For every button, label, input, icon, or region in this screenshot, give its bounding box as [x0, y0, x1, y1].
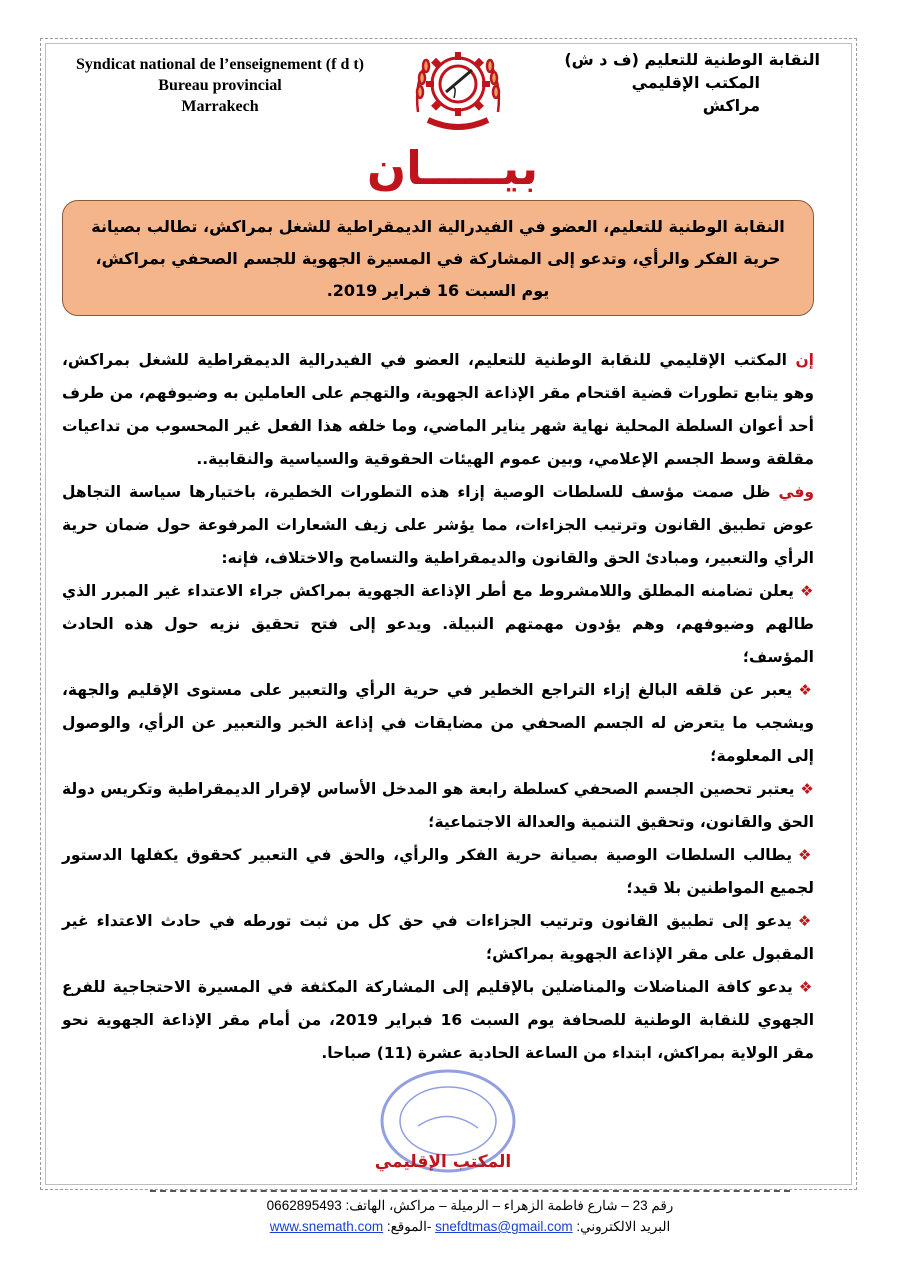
email-link[interactable]: snefdtmas@gmail.com: [435, 1219, 573, 1234]
list-item-text: يعتبر تحصين الجسم الصحفي كسلطة رابعة هو المدخل الأساس لإقرار الديمقراطية وتكريس دولة الحق والقانون، وتحقيق التنمية والعدالة الاجتماعية؛: [62, 780, 814, 831]
paragraph-2-text: ظل صمت مؤسف للسلطات الوصية إزاء هذه التطورات الخطيرة، باختيارها سياسة التجاهل عوض تطبيق القانون وترتيب الجزاءات، مما يؤشر على زيف الشعارات المرفوعة حول ضمان حرية الرأي والتعبير، ومبادئ الحق والقانون والديمقراطية والتسامح والاختلاف، فإنه:: [62, 483, 814, 567]
list-item: [62, 674, 814, 773]
website-link[interactable]: www.snemath.com: [269, 1219, 384, 1234]
header-ar-line-1: النقابة الوطنية للتعليم (ف د ش): [564, 50, 820, 69]
list-item-text: يدعو كافة المناضلات والمناضلين بالإقليم إلى المشاركة المكثفة في المسيرة الاحتجاجية للفرع الجهوي للنقابة الوطنية للصحافة يوم السبت 16 فبراير 2019، من أمام مقر الإذاعة الجهوية نحو مقر الولاية بمراكش، ابتداء من الساعة الحادية عشرة (11) صباحا.: [62, 978, 815, 1062]
bullet-diamond-icon: ❖: [798, 846, 814, 864]
summary-box: [62, 200, 814, 316]
list-item: [62, 773, 814, 839]
header-ar-line-3: مراكش: [702, 96, 760, 115]
bullet-diamond-icon: ❖: [798, 681, 814, 699]
list-item-text: يطالب السلطات الوصية بصيانة حرية الفكر والرأي، والحق في التعبير كحقوق يكفلها الدستور لجميع المواطنين بلا قيد؛: [62, 846, 814, 897]
union-logo-icon: [408, 42, 508, 134]
footer-address: رقم 23 – شارع فاطمة الزهراء – الرميلة – مراكش، الهاتف: 0662895493: [266, 1198, 674, 1213]
header-fr-line-3: Marrakech: [181, 98, 259, 115]
list-item-text: يعبر عن قلقه البالغ إزاء التراجع الخطير في حرية الرأي والتعبير على مستوى الإقليم والجهة، ويشجب ما يتعرض له الجسم الصحفي من مضايقات في إذاعة الخبر والتعبير عن الرأي، والوصول إلى المعلومة؛: [62, 681, 814, 765]
header-fr-line-2: Bureau provincial: [158, 77, 282, 94]
header-french: [55, 54, 385, 117]
paragraph-1-text: المكتب الإقليمي للنقابة الوطنية للتعليم، العضو في الفيدرالية الديمقراطية للشغل بمراكش، وهو يتابع تطورات قضية اقتحام مقر الإذاعة الجهوية، والتهجم على العاملين به وضيوفهم، من طرف أحد أعوان السلطة المحلية نهاية شهر يناير الماضي، وما خلفه هذا الفعل غير المحسوب من تداعيات مقلقة وسط الجسم الإعلامي، وبين عموم الهيئات الحقوقية والسياسية والنقابية..: [62, 351, 814, 468]
list-item: [62, 971, 814, 1070]
document-title: بيـــــان: [366, 141, 539, 195]
summary-line-2: حرية الفكر والرأي، وتدعو إلى المشاركة في المسيرة الجهوية للجسم الصحفي بمراكش،: [95, 249, 781, 268]
list-item: [62, 905, 814, 971]
signature: المكتب الإقليمي: [374, 1152, 512, 1172]
paragraph-2: [62, 476, 814, 575]
paragraph-1-lead: إن: [795, 351, 814, 369]
paragraph-2-lead: وفي: [778, 483, 814, 501]
bullet-diamond-icon: ❖: [800, 780, 814, 798]
footer-contact: [150, 1217, 790, 1237]
footer-site-label: -الموقع:: [386, 1219, 432, 1234]
list-item: [62, 575, 814, 674]
header-arabic: [500, 48, 820, 117]
list-item-text: يعلن تضامنه المطلق واللامشروط مع أطر الإذاعة الجهوية بمراكش جراء الاعتداء غير المبرر الذي طالهم وضيوفهم، وهم يؤدون مهمتهم النبيلة. ويدعو إلى فتح تحقيق نزيه حول هذه الحادث المؤسف؛: [62, 582, 814, 666]
summary-line-1: النقابة الوطنية للتعليم، العضو في الفيدرالية الديمقراطية للشغل بمراكش، تطالب بصيانة: [91, 217, 785, 236]
footer-email-label: البريد الالكتروني:: [576, 1219, 671, 1234]
header-fr-line-1: Syndicat national de l’enseignement (f d t): [76, 56, 364, 73]
bullet-diamond-icon: ❖: [798, 978, 814, 996]
header-ar-line-2: المكتب الإقليمي: [631, 73, 760, 92]
summary-line-3: يوم السبت 16 فبراير 2019.: [326, 281, 550, 300]
footer-divider: [150, 1190, 790, 1192]
bullet-diamond-icon: ❖: [797, 912, 814, 930]
list-item: [62, 839, 814, 905]
bullet-diamond-icon: ❖: [799, 582, 814, 600]
paragraph-1: [62, 344, 814, 476]
statement-body: [62, 344, 814, 1070]
list-item-text: يدعو إلى تطبيق القانون وترتيب الجزاءات في حق كل من ثبت تورطه في حادث الاعتداء غير المقبول على مقر الإذاعة الجهوية بمراكش؛: [62, 912, 814, 963]
